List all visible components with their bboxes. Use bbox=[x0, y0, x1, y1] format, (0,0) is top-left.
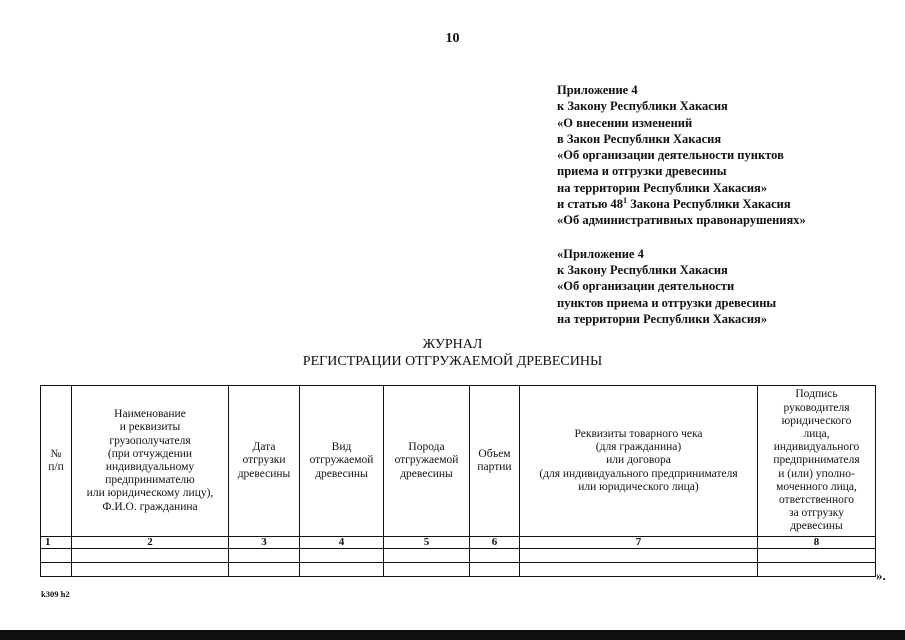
article-superscript: 1 bbox=[623, 196, 628, 206]
appendix-line: к Закону Республики Хакасия bbox=[557, 262, 728, 277]
page-number: 10 bbox=[445, 31, 460, 46]
empty-cell bbox=[41, 549, 72, 563]
appendix-line: на территории Республики Хакасия» bbox=[557, 311, 768, 326]
appendix-line bbox=[557, 196, 897, 212]
appendix-line: к Закону Республики Хакасия bbox=[557, 99, 728, 114]
appendix-line-text: Закона Республики Хакасия bbox=[630, 197, 791, 212]
empty-cell bbox=[300, 549, 384, 563]
header-cell: Реквизиты товарного чека (для гражданина) или договора (для индивидуального предпринимателя или юридического лица) bbox=[520, 386, 758, 537]
appendix-line-text: и статью 48 bbox=[557, 197, 624, 212]
appendix-line: «Приложение 4 bbox=[557, 246, 644, 261]
header-cell: Порода отгружаемой древесины bbox=[384, 386, 470, 537]
column-number: 1 bbox=[41, 537, 72, 549]
header-cell: № п/п bbox=[41, 386, 72, 537]
header-cell: Наименование и реквизиты грузополучателя (при отчуждении индивидуальному предпринимателю или юридическому лицу), Ф.И.О. гражданина bbox=[72, 386, 229, 537]
column-number: 8 bbox=[758, 537, 876, 549]
empty-cell bbox=[229, 563, 300, 577]
appendix-line: пунктов приема и отгрузки древесины bbox=[557, 295, 777, 310]
empty-table-row bbox=[41, 563, 876, 577]
empty-cell bbox=[300, 563, 384, 577]
column-number: 7 bbox=[520, 537, 758, 549]
appendix-line: «Об организации деятельности bbox=[557, 279, 735, 294]
header-cell: Объем партии bbox=[470, 386, 520, 537]
column-number: 3 bbox=[229, 537, 300, 549]
document-code: k309 h2 bbox=[41, 589, 70, 599]
empty-cell bbox=[470, 549, 520, 563]
empty-cell bbox=[520, 563, 758, 577]
title-line: РЕГИСТРАЦИИ ОТГРУЖАЕМОЙ ДРЕВЕСИНЫ bbox=[302, 354, 603, 369]
scan-edge-bar bbox=[0, 630, 905, 640]
empty-cell bbox=[758, 549, 876, 563]
appendix-line: на территории Республики Хакасия» bbox=[557, 180, 768, 195]
empty-cell bbox=[520, 549, 758, 563]
empty-cell bbox=[758, 563, 876, 577]
appendix-line: «Об организации деятельности пунктов bbox=[557, 148, 784, 163]
header-row bbox=[41, 386, 876, 537]
column-number: 5 bbox=[384, 537, 470, 549]
header-cell: Вид отгружаемой древесины bbox=[300, 386, 384, 537]
empty-cell bbox=[41, 563, 72, 577]
column-number: 6 bbox=[470, 537, 520, 549]
header-cell: Дата отгрузки древесины bbox=[229, 386, 300, 537]
empty-cell bbox=[384, 563, 470, 577]
appendix-line: «Об административных правонарушениях» bbox=[557, 213, 806, 228]
empty-cell bbox=[470, 563, 520, 577]
empty-table-row bbox=[41, 549, 876, 563]
column-number-row bbox=[41, 537, 876, 549]
journal-title bbox=[0, 336, 905, 370]
empty-cell bbox=[72, 549, 229, 563]
column-number: 4 bbox=[300, 537, 384, 549]
empty-cell bbox=[229, 549, 300, 563]
appendix-line: приема и отгрузки древесины bbox=[557, 164, 727, 179]
empty-cell bbox=[384, 549, 470, 563]
appendix-line: в Закон Республики Хакасия bbox=[557, 131, 722, 146]
header-cell: Подпись руководителя юридического лица, индивидуального предпринимателя и (или) уполно- моченного лица, ответственного за отгрузку древесины bbox=[758, 386, 876, 537]
appendix-line: Приложение 4 bbox=[557, 83, 638, 97]
journal-table bbox=[40, 385, 876, 577]
appendix-header bbox=[557, 82, 897, 327]
closing-quote: ». bbox=[876, 568, 886, 583]
appendix-line: «О внесении изменений bbox=[557, 115, 693, 130]
empty-cell bbox=[72, 563, 229, 577]
title-line: ЖУРНАЛ bbox=[422, 337, 483, 352]
column-number: 2 bbox=[72, 537, 229, 549]
